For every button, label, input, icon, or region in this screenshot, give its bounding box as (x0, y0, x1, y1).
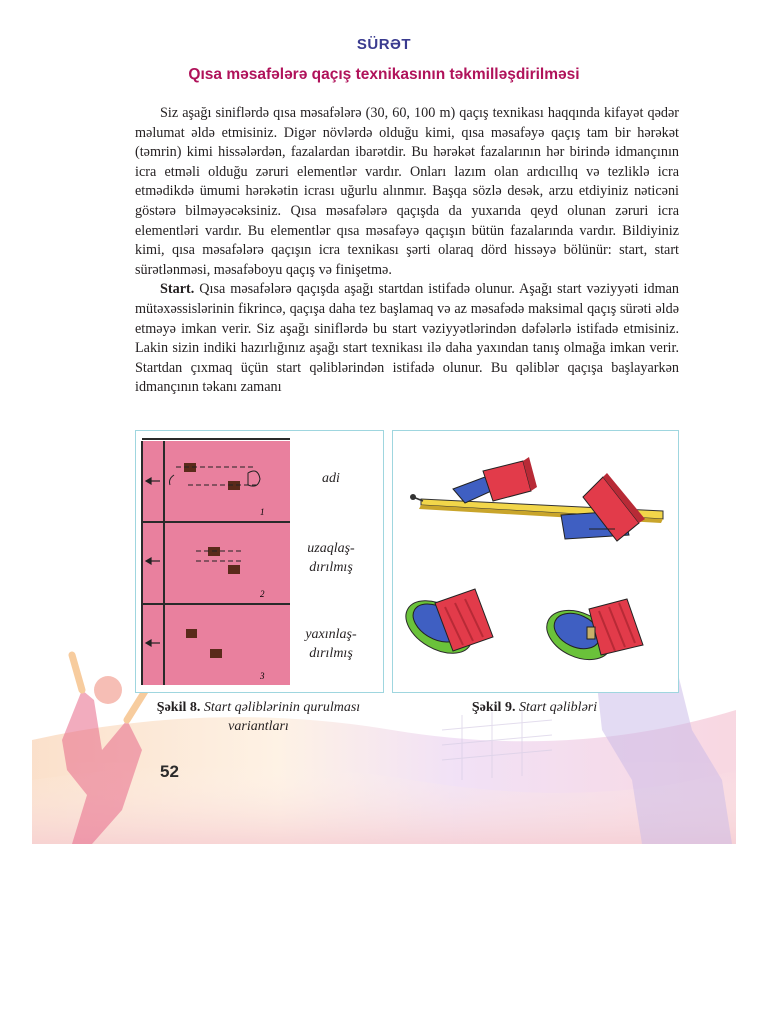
figure-8-caption-label: Şəkil 8. (156, 700, 201, 715)
figure-9-caption-label: Şəkil 9. (471, 700, 516, 715)
paragraph-2 (135, 280, 679, 398)
figure-8-caption-text: Start qəliblərinin qurulması variantları (203, 700, 361, 734)
page-title: Qısa məsafələrə qaçış texnikasının təkmilləşdirilməsi (188, 66, 580, 83)
section-title: SÜRƏT (356, 36, 412, 53)
figure-9-caption (392, 698, 677, 717)
figure-9-caption-text: Start qəlibləri (518, 700, 598, 715)
paragraph-2-text: Qısa məsafələrə qaçışda aşağı startdan istifadə olunur. Aşağı start vəziyyəti idman mütəxəssislərinin fikrincə, qaçışa daha tez başlamaq və az məsafədə maksimal qaçış sürəti əldə etməyə imkan verir. Siz aşağı siniflərdə bu start vəziyyətlərindən dəfələrlə istifadə etmisiniz. Lakin sizin indiki hazırlığınız aşağı start texnikası ilə daha yaxından tanış olmağa imkan verir. Startdan çıxmaq üçün start qəliblərindən istifadə olunur. Bu qəliblər qaçışa başlayarkən idmançının təkanı zamanı (135, 281, 680, 396)
lane-number-1: 1 (260, 507, 265, 517)
body-text (135, 104, 679, 398)
shoe-in-block-right (539, 599, 643, 669)
lane-number-2: 2 (260, 589, 265, 599)
lane-number-3: 3 (260, 671, 265, 681)
label-adi: adi (322, 471, 340, 486)
starting-blocks-illustration (393, 431, 678, 692)
figure-8 (135, 430, 384, 693)
paragraph-2-lead: Start. (160, 281, 195, 298)
figure-9 (392, 430, 679, 693)
paragraph-1: Siz aşağı siniflərdə qısa məsafələrə (30, 60, 100 m) qaçış texnikası haqqında kifayət qədər məlumat əldə etmisiniz. Digər növlərdə olduğu kimi, qısa məsafəyə qaçış tam bir hərəkət (təmrin) kimi hissələrdən, fazalardan ibarətdir. Bu hərəkət fazalarının hər birində idmançının icra etməli olduğu zəruri elementlər vardır. Onları lazım olan ardıcıllıq və tezliklə icra etmədikdə ümumi hərəkətin icrası uğurlu alınmır. Başqa sözlə desək, arzu etdiyiniz nəticəni göstərə bilməyəcəksiniz. Qısa məsafələrə qaçışda da yuxarıda qeyd olunan zəruri icra elementləri vardır. Bu elementlər qısa məsafəyə qaçışın bütün fazalarında vardır. Bildiyiniz kimi, qısa məsafələrə qaçışın icra texnikası şərti olaraq dörd hissəyə bölünür: start, start sürətlənməsi, məsafəboyu qaçış və finişetmə. (135, 105, 679, 278)
page-number: 52 (160, 762, 179, 781)
figure-8-caption (135, 698, 382, 736)
label-uzaqlasdirilmis: uzaqlaş- dırılmış (307, 541, 355, 575)
starting-block-rail (410, 457, 663, 541)
shoe-in-block-left (397, 589, 493, 664)
label-yaxinlasdirilmis: yaxınlaş- dırılmış (305, 627, 357, 661)
